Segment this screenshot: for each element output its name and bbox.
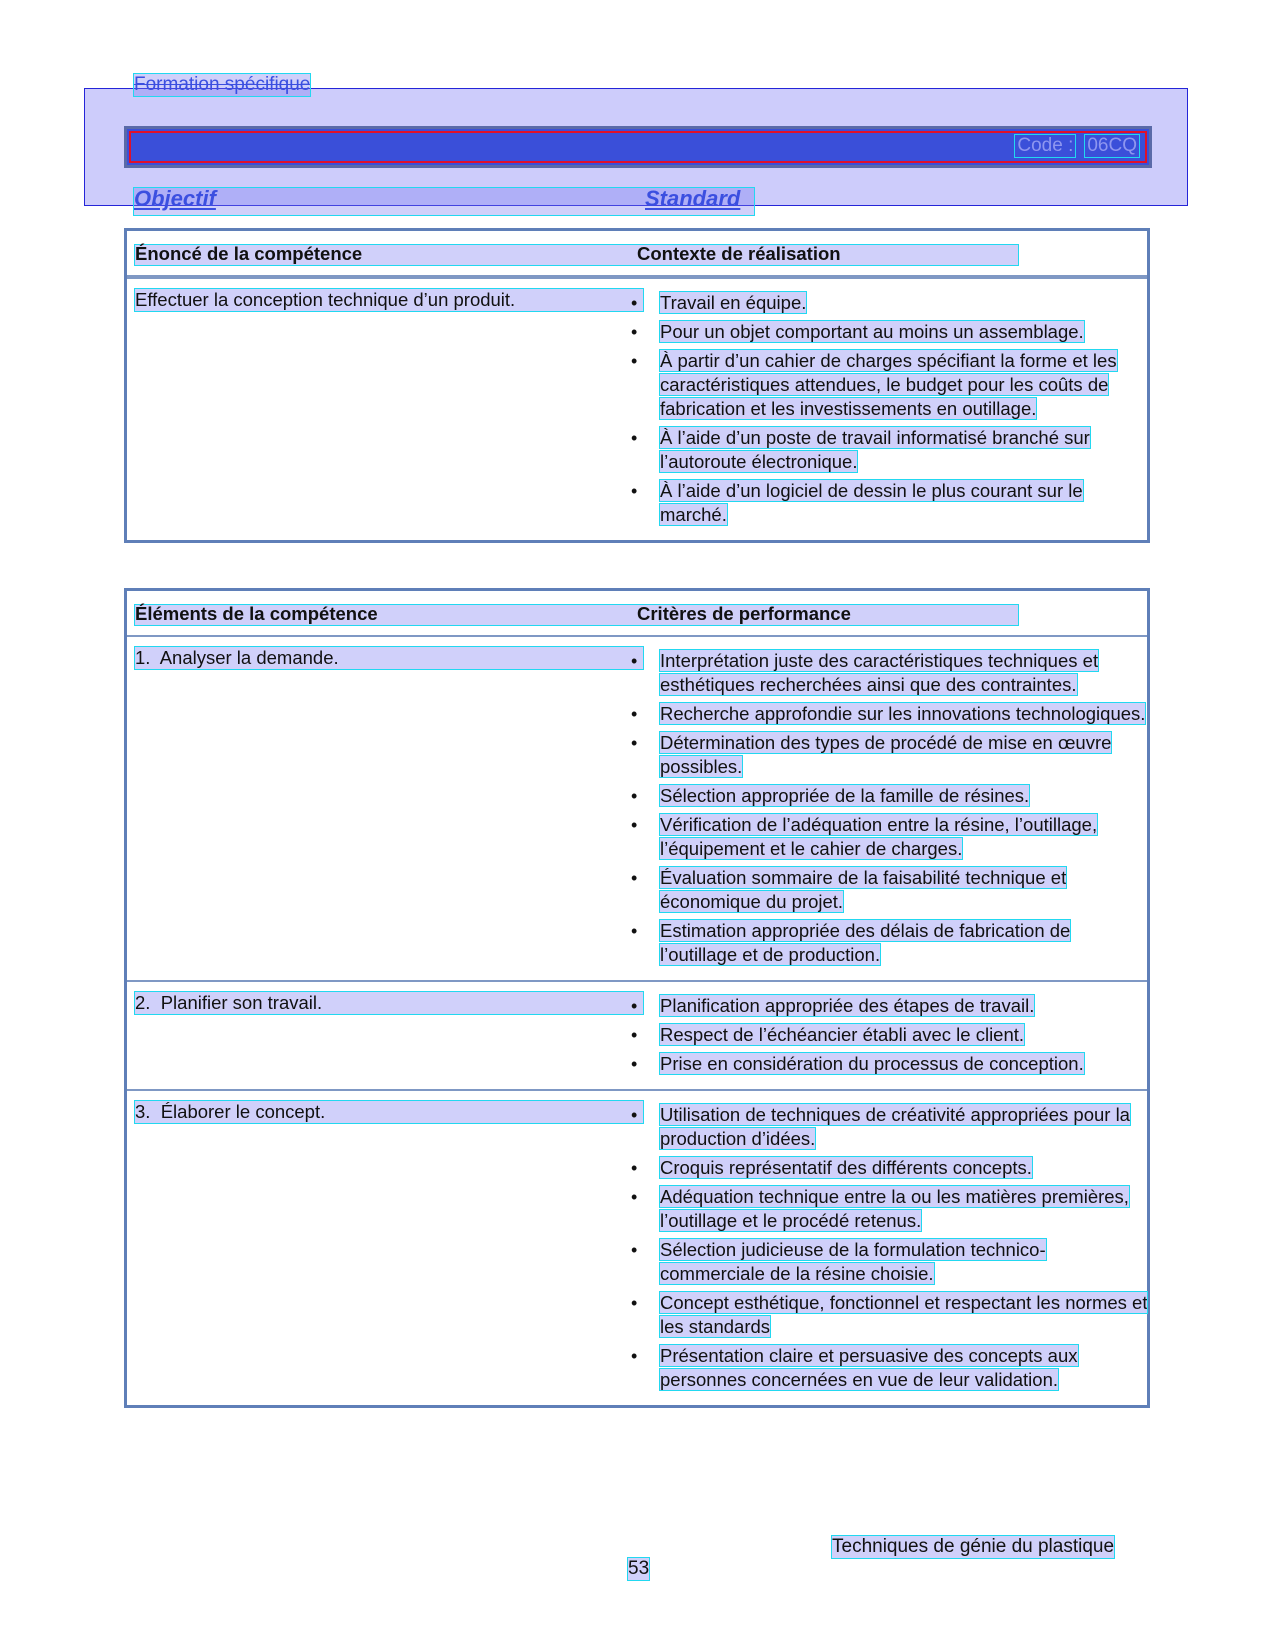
bullet-icon: • xyxy=(631,921,638,941)
criteria-list xyxy=(631,1091,1147,1405)
bullet-icon: • xyxy=(631,651,638,671)
bullet-icon: • xyxy=(631,868,638,888)
criterion-item: • Adéquation technique entre la ou les matières premières, l’outillage et le procédé retenus. xyxy=(631,1186,1129,1231)
element-section xyxy=(127,1089,1147,1405)
criteria-list xyxy=(631,637,1147,980)
criterion-item: • Concept esthétique, fonctionnel et respectant les normes et les standards xyxy=(631,1292,1148,1337)
bullet-icon: • xyxy=(631,1105,638,1125)
criterion-item: • Sélection judicieuse de la formulation technico-commerciale de la résine choisie. xyxy=(631,1239,1046,1284)
bullet-icon: • xyxy=(631,428,638,448)
competency-statement: Effectuer la conception technique d’un produit. xyxy=(135,289,643,311)
criterion-item: • Prise en considération du processus de conception. xyxy=(631,1053,1084,1074)
page-number: 53 xyxy=(628,1558,650,1579)
criterion-item: • Planification appropriée des étapes de travail. xyxy=(631,995,1035,1016)
criterion-item: • Croquis représentatif des différents concepts. xyxy=(631,1157,1032,1178)
bullet-icon: • xyxy=(631,1346,638,1366)
elements-body xyxy=(127,637,1147,1405)
element-label: 2. Planifier son travail. xyxy=(135,992,643,1014)
code-block xyxy=(1015,135,1139,157)
bullet-icon: • xyxy=(631,322,638,342)
bullet-icon: • xyxy=(631,1158,638,1178)
criterion-item: • Détermination des types de procédé de mise en œuvre possibles. xyxy=(631,732,1112,777)
elements-header: Éléments de la compétence xyxy=(135,603,378,624)
bullet-icon: • xyxy=(631,786,638,806)
criterion-item: • Estimation appropriée des délais de fabrication de l’outillage et de production. xyxy=(631,920,1071,965)
code-value: 06CQ xyxy=(1087,135,1137,156)
bullet-icon: • xyxy=(631,733,638,753)
criterion-item: • Sélection appropriée de la famille de résines. xyxy=(631,785,1030,806)
standard-heading: Standard xyxy=(645,186,741,211)
table2-header xyxy=(127,591,1147,637)
criterion-item: • Interprétation juste des caractéristiques techniques et esthétiques recherchées ainsi que des contraintes. xyxy=(631,650,1099,695)
criterion-item: • Respect de l’échéancier établi avec le client. xyxy=(631,1024,1025,1045)
bullet-icon: • xyxy=(631,996,638,1016)
bullet-icon: • xyxy=(631,704,638,724)
element-label: 1. Analyser la demande. xyxy=(135,647,643,669)
bullet-icon: • xyxy=(631,1187,638,1207)
criterion-item: • À partir d’un cahier de charges spécifiant la forme et les caractéristiques attendues, le budget pour les coûts de fabrication et les investissements en outillage. xyxy=(631,350,1117,419)
bullet-icon: • xyxy=(631,293,638,313)
bullet-icon: • xyxy=(631,351,638,371)
criteria-list xyxy=(631,982,1147,1089)
table1-header xyxy=(127,231,1147,277)
formation-label: Formation spécifique xyxy=(134,74,311,95)
bullet-icon: • xyxy=(631,1025,638,1045)
program-title: Techniques de génie du plastique xyxy=(832,1536,1115,1557)
criterion-item: • Évaluation sommaire de la faisabilité technique et économique du projet. xyxy=(631,867,1067,912)
bullet-icon: • xyxy=(631,1293,638,1313)
bullet-icon: • xyxy=(631,1240,638,1260)
context-header: Contexte de réalisation xyxy=(637,243,841,264)
objectif-heading: Objectif xyxy=(134,186,216,211)
criterion-item: • À l’aide d’un logiciel de dessin le plus courant sur le marché. xyxy=(631,480,1083,525)
element-section xyxy=(127,980,1147,1089)
criterion-item: • Recherche approfondie sur les innovations technologiques. xyxy=(631,703,1146,724)
element-label: 3. Élaborer le concept. xyxy=(135,1101,643,1123)
bullet-icon: • xyxy=(631,815,638,835)
statement-header: Énoncé de la compétence xyxy=(135,243,363,264)
criterion-item: • À l’aide d’un poste de travail informatisé branché sur l’autoroute électronique. xyxy=(631,427,1090,472)
criterion-item: • Pour un objet comportant au moins un assemblage. xyxy=(631,321,1084,342)
criterion-item: • Travail en équipe. xyxy=(631,292,807,313)
code-label: Code : xyxy=(1017,135,1074,156)
bullet-icon: • xyxy=(631,481,638,501)
bullet-icon: • xyxy=(631,1054,638,1074)
criterion-item: • Vérification de l’adéquation entre la résine, l’outillage, l’équipement et le cahier de charges. xyxy=(631,814,1098,859)
context-list xyxy=(631,279,1147,540)
criterion-item: • Présentation claire et persuasive des concepts aux personnes concernées en vue de leur validation. xyxy=(631,1345,1078,1390)
competency-statement-table xyxy=(124,228,1150,543)
criteria-header: Critères de performance xyxy=(637,603,851,624)
code-bar xyxy=(124,126,1152,168)
table1-body xyxy=(127,277,1147,540)
competency-elements-table xyxy=(124,588,1150,1408)
element-section xyxy=(127,637,1147,980)
criterion-item: • Utilisation de techniques de créativité appropriées pour la production d’idées. xyxy=(631,1104,1130,1149)
